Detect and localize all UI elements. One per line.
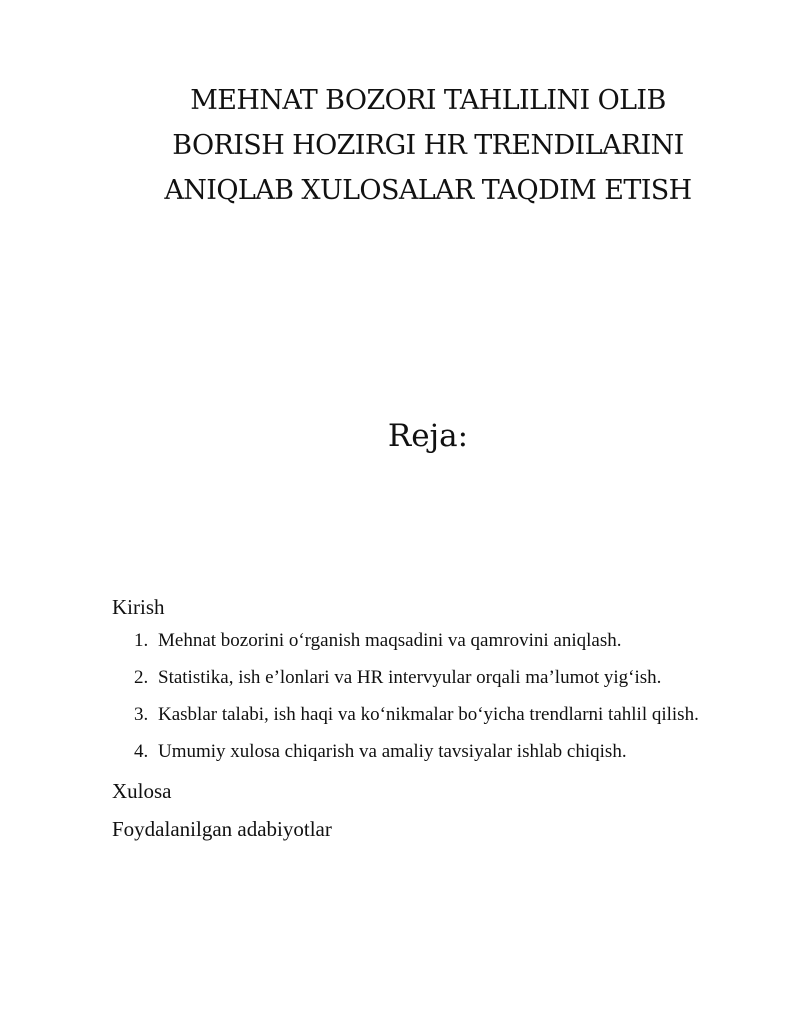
list-item — [112, 702, 732, 728]
toc-intro: Kirish — [112, 595, 165, 619]
list-item-number: 2. — [134, 667, 149, 688]
list-item-text: Kasblar talabi, ish haqi va ko‘nikmalar bo‘yicha trendlarni tahlil qilish. — [158, 704, 699, 725]
table-of-contents — [112, 592, 732, 852]
list-item — [112, 628, 732, 654]
list-item-text: Mehnat bozorini o‘rganish maqsadini va qamrovini aniqlash. — [158, 630, 622, 651]
list-item-number: 4. — [134, 741, 149, 762]
title-line-1: MEHNAT BOZORI TAHLILINI OLIB — [190, 85, 666, 116]
document-title — [100, 78, 756, 213]
title-line-3: ANIQLAB XULOSALAR TAQDIM ETISH — [164, 175, 692, 206]
toc-list — [112, 628, 732, 765]
toc-conclusion: Xulosa — [112, 779, 172, 803]
title-line-2: BORISH HOZIRGI HR TRENDILARINI — [172, 130, 684, 161]
toc-references: Foydalanilgan adabiyotlar — [112, 817, 332, 841]
list-item-text: Statistika, ish e’lonlari va HR intervyular orqali ma’lumot yig‘ish. — [158, 667, 662, 688]
list-item — [112, 665, 732, 691]
list-item-number: 3. — [134, 704, 149, 725]
list-item-number: 1. — [134, 630, 149, 651]
list-item — [112, 739, 732, 765]
plan-heading: Reja: — [387, 418, 469, 454]
list-item-text: Umumiy xulosa chiqarish va amaliy tavsiyalar ishlab chiqish. — [158, 741, 627, 762]
